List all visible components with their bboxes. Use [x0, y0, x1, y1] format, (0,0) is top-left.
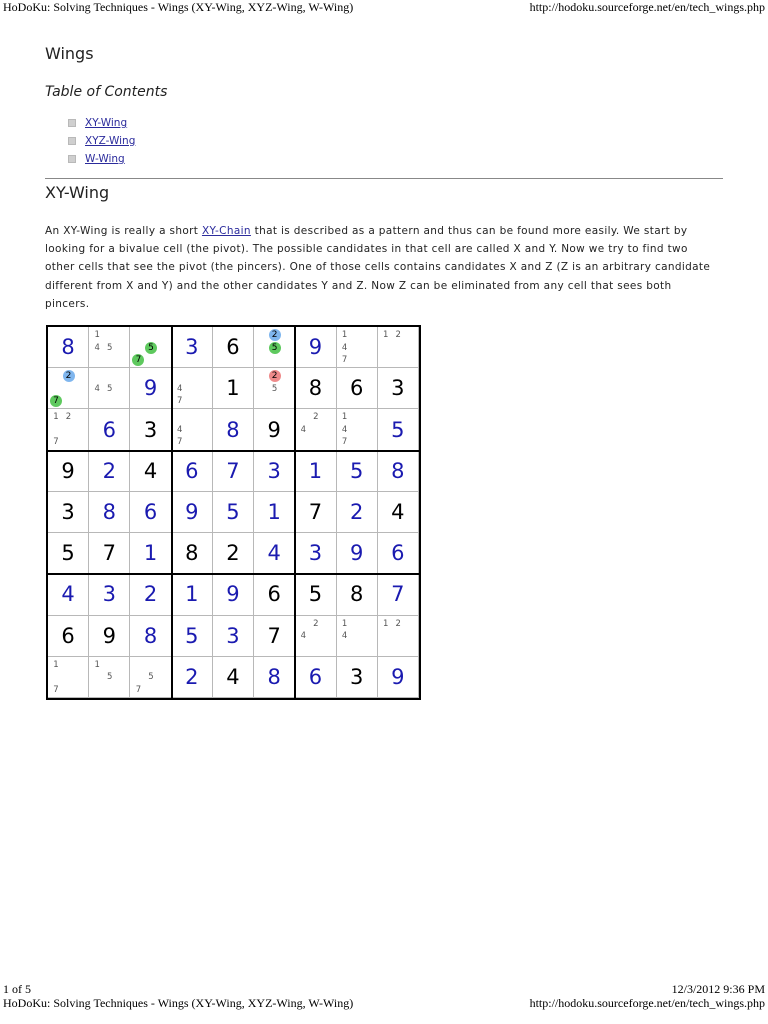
sudoku-cell [254, 451, 295, 492]
candidate-digit: 2 [313, 618, 319, 629]
sudoku-cell [89, 533, 130, 574]
sudoku-cell [89, 451, 130, 492]
sudoku-cell [295, 616, 336, 657]
sudoku-cell [254, 327, 295, 368]
cell-value: 9 [349, 541, 364, 566]
sudoku-cell [213, 368, 254, 409]
section-divider [45, 178, 723, 179]
paragraph-text: that is described as a pattern and thus can be found more easily. We start by looking for a bivalue cell (the pivot). The possible candidates in that cell are called X and Y. Now we try to find two other cells that see the pivot (the pincers). One of those cells contains candidates X and Z (Z is an arbitrary candidate different from X and Y) and the other candidates Y and Z. Now Z can be eliminated from any cell that sees both pincers. [45, 225, 711, 310]
toc-link-xy-wing[interactable]: XY-Wing [85, 117, 128, 129]
candidate-digit: 1 [94, 659, 100, 670]
cell-value: 6 [391, 541, 405, 566]
cell-value: 8 [61, 335, 75, 360]
block-border [48, 573, 419, 575]
sudoku-cell [89, 616, 130, 657]
candidate-digit: 7 [132, 354, 144, 366]
sudoku-cell [213, 492, 254, 533]
sudoku-cell [89, 327, 130, 368]
cell-value: 5 [349, 458, 364, 483]
cell-value: 9 [226, 582, 240, 607]
sudoku-cell [254, 657, 295, 698]
cell-value: 8 [308, 376, 323, 401]
candidate-digit: 1 [53, 412, 59, 423]
sudoku-cell [213, 616, 254, 657]
sudoku-cell [130, 409, 171, 450]
cell-value: 2 [143, 582, 158, 607]
cell-value: 1 [185, 582, 199, 607]
candidate-digit: 1 [383, 618, 389, 629]
sudoku-cell [130, 451, 171, 492]
square-bullet-icon [68, 137, 76, 145]
candidate-digit: 2 [313, 412, 319, 423]
cell-value: 6 [143, 499, 158, 524]
cell-value: 7 [267, 623, 281, 648]
toc-link-w-wing[interactable]: W-Wing [85, 153, 125, 165]
cell-value: 9 [185, 499, 199, 524]
cell-value: 8 [349, 582, 364, 607]
cell-value: 6 [226, 335, 240, 360]
sudoku-cell [213, 533, 254, 574]
sudoku-cell [213, 409, 254, 450]
sudoku-cell [130, 327, 171, 368]
sudoku-cell [337, 327, 378, 368]
sudoku-cell [378, 657, 419, 698]
candidate-digit: 2 [395, 618, 401, 629]
sudoku-cell [295, 492, 336, 533]
cell-value: 4 [61, 582, 75, 607]
sudoku-cell [295, 574, 336, 615]
candidate-digit: 1 [341, 330, 348, 340]
sudoku-cell [172, 492, 213, 533]
sudoku-cell [295, 451, 336, 492]
candidate-digit: 7 [176, 396, 183, 407]
cell-value: 4 [267, 541, 281, 566]
candidate-digit: 7 [341, 355, 348, 365]
sudoku-cell [48, 616, 89, 657]
cell-value: 3 [143, 417, 158, 442]
cell-value: 9 [143, 376, 158, 401]
cell-value: 8 [391, 458, 405, 483]
sudoku-grid [46, 325, 421, 700]
cell-value: 8 [226, 417, 240, 442]
cell-value: 5 [226, 499, 240, 524]
cell-value: 9 [267, 417, 281, 442]
sudoku-cell [172, 616, 213, 657]
cell-value: 2 [102, 458, 117, 483]
cell-value: 6 [185, 458, 199, 483]
sudoku-cell [213, 451, 254, 492]
candidate-digit: 7 [50, 395, 62, 407]
sudoku-cell [337, 368, 378, 409]
candidate-digit: 4 [300, 631, 307, 642]
candidate-digit: 7 [53, 684, 59, 695]
sudoku-cell [213, 327, 254, 368]
cell-value: 5 [391, 417, 405, 442]
sudoku-cell [378, 533, 419, 574]
sudoku-cell [172, 368, 213, 409]
candidate-digit: 5 [269, 342, 281, 354]
toc-item [68, 150, 135, 168]
candidate-digit: 5 [145, 342, 157, 354]
sudoku-cell [337, 616, 378, 657]
sudoku-cell [295, 368, 336, 409]
candidate-digit: 2 [269, 329, 281, 341]
sudoku-cell [337, 451, 378, 492]
sudoku-cell [48, 451, 89, 492]
sudoku-cell [254, 533, 295, 574]
sudoku-cell [130, 533, 171, 574]
cell-value: 3 [391, 376, 405, 401]
sudoku-cell [295, 533, 336, 574]
cell-value: 1 [308, 458, 323, 483]
sudoku-cell [130, 657, 171, 698]
page-title: Wings [45, 44, 94, 63]
sudoku-cell [130, 616, 171, 657]
sudoku-cell [48, 409, 89, 450]
xy-chain-link[interactable]: XY-Chain [201, 225, 251, 237]
sudoku-cell [172, 533, 213, 574]
candidate-digit: 1 [53, 659, 59, 670]
cell-value: 5 [185, 623, 199, 648]
cell-value: 6 [308, 664, 323, 689]
candidate-digit: 1 [341, 412, 348, 423]
cell-value: 6 [349, 376, 364, 401]
sudoku-cell [337, 533, 378, 574]
sudoku-cell [172, 657, 213, 698]
sudoku-cell [89, 492, 130, 533]
cell-value: 6 [61, 623, 75, 648]
sudoku-cell [337, 574, 378, 615]
candidate-digit: 5 [107, 672, 113, 683]
toc-item [68, 132, 135, 150]
cell-value: 3 [308, 541, 323, 566]
cell-value: 5 [61, 541, 75, 566]
cell-value: 5 [308, 582, 323, 607]
candidate-digit: 1 [383, 330, 389, 340]
sudoku-cell [254, 616, 295, 657]
sudoku-cell [378, 492, 419, 533]
sudoku-cell [89, 574, 130, 615]
candidate-digit: 1 [94, 330, 100, 340]
browser-url-footer: http://hodoku.sourceforge.net/en/tech_wings.php [529, 996, 765, 1010]
page-number: 1 of 5 [3, 982, 31, 996]
candidate-digit: 5 [148, 672, 154, 683]
cell-value: 3 [102, 582, 117, 607]
sudoku-cell [48, 574, 89, 615]
candidate-digit: 7 [341, 437, 348, 448]
cell-value: 1 [226, 376, 240, 401]
sudoku-cell [378, 574, 419, 615]
cell-value: 8 [143, 623, 158, 648]
candidate-digit: 4 [300, 424, 307, 435]
table-of-contents [68, 114, 135, 168]
cell-value: 3 [226, 623, 240, 648]
toc-heading: Table of Contents [45, 84, 168, 100]
sudoku-cell [172, 327, 213, 368]
cell-value: 9 [391, 664, 405, 689]
cell-value: 3 [349, 664, 364, 689]
block-border [294, 327, 296, 698]
sudoku-cell [295, 409, 336, 450]
sudoku-cell [48, 327, 89, 368]
candidate-digit: 5 [107, 383, 113, 394]
cell-value: 8 [185, 541, 199, 566]
sudoku-cell [130, 574, 171, 615]
print-timestamp: 12/3/2012 9:36 PM [671, 982, 765, 996]
sudoku-cell [337, 492, 378, 533]
sudoku-cell [172, 451, 213, 492]
candidate-digit: 4 [176, 424, 183, 435]
sudoku-cell [172, 409, 213, 450]
cell-value: 3 [61, 499, 75, 524]
sudoku-cell [213, 657, 254, 698]
square-bullet-icon [68, 119, 76, 127]
section-title: XY-Wing [45, 183, 110, 202]
candidate-digit: 2 [269, 370, 281, 382]
sudoku-cell [254, 409, 295, 450]
sudoku-cell [295, 657, 336, 698]
cell-value: 7 [308, 499, 323, 524]
candidate-digit: 5 [271, 383, 278, 394]
square-bullet-icon [68, 155, 76, 163]
browser-page-title: HoDoKu: Solving Techniques - Wings (XY-Wing, XYZ-Wing, W-Wing) [3, 0, 354, 14]
cell-value: 3 [185, 335, 199, 360]
sudoku-cell [48, 492, 89, 533]
sudoku-cell [254, 368, 295, 409]
candidate-digit: 1 [341, 618, 348, 629]
browser-url: http://hodoku.sourceforge.net/en/tech_wings.php [529, 0, 765, 14]
sudoku-cell [378, 327, 419, 368]
sudoku-cell [130, 492, 171, 533]
cell-value: 7 [391, 582, 405, 607]
sudoku-cell [378, 451, 419, 492]
candidate-digit: 2 [395, 330, 401, 340]
candidate-digit: 2 [65, 412, 72, 423]
cell-value: 2 [185, 664, 199, 689]
cell-value: 9 [61, 458, 75, 483]
candidate-digit: 5 [107, 342, 113, 353]
cell-value: 7 [226, 458, 240, 483]
sudoku-cell [337, 657, 378, 698]
cell-value: 4 [391, 499, 405, 524]
sudoku-cell [378, 368, 419, 409]
sudoku-cell [48, 533, 89, 574]
sudoku-cell [378, 409, 419, 450]
sudoku-cell [295, 327, 336, 368]
cell-value: 7 [102, 541, 117, 566]
toc-item [68, 114, 135, 132]
sudoku-cell [89, 657, 130, 698]
cell-value: 6 [267, 582, 281, 607]
cell-value: 2 [226, 541, 240, 566]
paragraph-text: An XY-Wing is really a short [45, 225, 202, 237]
cell-value: 1 [267, 499, 281, 524]
candidate-digit: 4 [341, 631, 348, 642]
candidate-digit: 4 [94, 342, 100, 353]
sudoku-cell [89, 368, 130, 409]
cell-value: 6 [102, 417, 117, 442]
cell-value: 3 [267, 458, 281, 483]
sudoku-cell [254, 574, 295, 615]
sudoku-cell [48, 657, 89, 698]
candidate-digit: 2 [63, 370, 75, 382]
sudoku-cell [213, 574, 254, 615]
cell-value: 9 [102, 623, 117, 648]
block-border [171, 327, 173, 698]
candidate-digit: 4 [341, 424, 348, 435]
browser-page-title-footer: HoDoKu: Solving Techniques - Wings (XY-Wing, XYZ-Wing, W-Wing) [3, 996, 354, 1010]
cell-value: 9 [308, 335, 323, 360]
block-border [48, 450, 419, 452]
cell-value: 8 [267, 664, 281, 689]
section-paragraph [45, 222, 715, 313]
sudoku-cell [337, 409, 378, 450]
candidate-digit: 4 [341, 342, 348, 353]
sudoku-cell [130, 368, 171, 409]
cell-value: 4 [143, 458, 158, 483]
sudoku-cell [172, 574, 213, 615]
sudoku-cell [48, 368, 89, 409]
candidate-digit: 4 [94, 383, 100, 394]
candidate-digit: 7 [135, 684, 142, 695]
cell-value: 2 [349, 499, 364, 524]
candidate-digit: 7 [53, 437, 59, 448]
cell-value: 8 [102, 499, 117, 524]
candidate-digit: 7 [176, 437, 183, 448]
sudoku-cell [378, 616, 419, 657]
sudoku-cell [254, 492, 295, 533]
sudoku-cell [89, 409, 130, 450]
cell-value: 1 [143, 541, 158, 566]
toc-link-xyz-wing[interactable]: XYZ-Wing [85, 135, 136, 147]
cell-value: 4 [226, 664, 240, 689]
candidate-digit: 4 [176, 383, 183, 394]
